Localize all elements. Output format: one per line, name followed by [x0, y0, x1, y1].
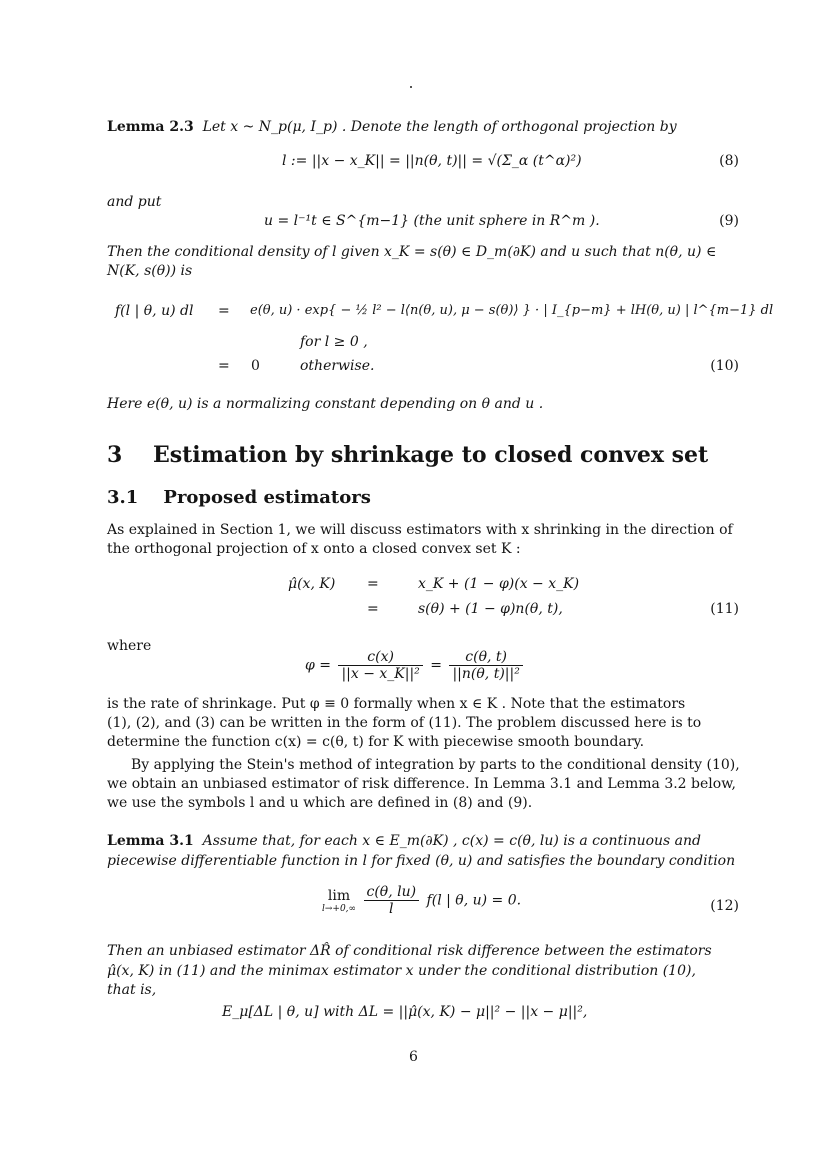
paragraph-1-line-1: As explained in Section 1, we will discuss estimators with x shrinking in the direction of	[107, 522, 733, 538]
paragraph-3-line-3: we use the symbols l and u which are defined in (8) and (9).	[107, 795, 533, 811]
lemma-3-1-line-1	[107, 832, 701, 850]
equation-10-equals-1: =	[218, 303, 230, 319]
lemma-2-3-statement	[107, 118, 677, 136]
lemma-3-1-then-line-2: μ̂(x, K) in (11) and the minimax estimator x under the conditional distribution (10),	[107, 963, 696, 979]
equation-8-number: (8)	[719, 153, 739, 169]
equation-11-number: (11)	[710, 601, 739, 617]
lemma-2-3-label: Lemma 2.3	[107, 119, 194, 135]
equation-10-lhs: f(l | θ, u) dl	[115, 303, 194, 319]
equation-12-numerator: c(θ, lu)	[364, 884, 420, 901]
conditional-density-line-2: N(K, s(θ)) is	[107, 263, 193, 279]
lemma-3-1-then-line-3: that is,	[107, 982, 157, 998]
page-number: 6	[409, 1049, 418, 1065]
phi-definition	[305, 649, 526, 682]
equation-12-lim-subscript: l→+0,∞	[322, 903, 357, 914]
subsection-3-1-title: Proposed estimators	[163, 487, 371, 508]
equation-8: l := ||x − x_K|| = ||n(θ, t)|| = √(Σ_α (t^α)²)	[282, 153, 582, 169]
section-3-title: Estimation by shrinkage to closed convex set	[152, 442, 709, 468]
paragraph-3-line-1: By applying the Stein's method of integration by parts to the conditional density (10),	[131, 757, 740, 773]
equation-10-rhs: e(θ, u) · exp{ − ½ l² − l⟨n(θ, u), μ − s(θ)⟩ } · | I_{p−m} + lH(θ, u) | l^{m−1} dl	[250, 303, 774, 318]
section-3-number: 3	[107, 442, 123, 468]
phi-fraction-1	[338, 649, 422, 682]
equation-11-equals-1: =	[367, 576, 379, 592]
equation-12-lim: lim	[327, 887, 351, 904]
equation-11-rhs-1: x_K + (1 − φ)(x − x_K)	[418, 576, 580, 592]
equation-9-number: (9)	[719, 213, 739, 229]
equation-10-zero: 0	[251, 358, 260, 374]
conditional-density-line-1: Then the conditional density of l given x_K = s(θ) ∈ D_m(∂K) and u such that n(θ, u) ∈	[107, 244, 717, 260]
phi-fraction-2-numerator: c(θ, t)	[449, 649, 522, 666]
subsection-3-1-number: 3.1	[107, 487, 139, 508]
lemma-3-1-then-line-1: Then an unbiased estimator ΔR̂ of conditional risk difference between the estimators	[107, 943, 712, 959]
phi-fraction-1-denominator: ||x − x_K||²	[341, 666, 420, 682]
lemma-3-1-text-1: Assume that, for each x ∈ E_m(∂K) , c(x) = c(θ, lu) is a continuous and	[202, 833, 702, 849]
normalizing-constant-note: Here e(θ, u) is a normalizing constant depending on θ and u .	[107, 396, 544, 412]
equation-11-equals-2: =	[367, 601, 379, 617]
phi-fraction-2	[449, 649, 522, 682]
equation-12-fraction	[364, 884, 420, 917]
equation-9: u = l⁻¹t ∈ S^{m−1} (the unit sphere in R^m ).	[264, 213, 600, 229]
equation-11-lhs: μ̂(x, K)	[288, 576, 336, 592]
lemma-3-1-label: Lemma 3.1	[107, 833, 194, 849]
equation-12-number: (12)	[710, 898, 739, 914]
equation-12-denominator: l	[389, 901, 394, 917]
equation-10-equals-2: =	[218, 358, 230, 374]
and-put-text: and put	[107, 194, 162, 210]
phi-fraction-1-numerator: c(x)	[338, 649, 422, 666]
paragraph-2-line-3: determine the function c(x) = c(θ, t) for K with piecewise smooth boundary.	[107, 734, 645, 750]
lemma-3-1-line-2: piecewise differentiable function in l for fixed (θ, u) and satisfies the boundary condition	[107, 853, 736, 869]
phi-lhs: φ =	[305, 657, 331, 674]
section-3-heading	[107, 442, 708, 468]
equation-12-limit	[322, 888, 356, 914]
equation-10-condition-2: otherwise.	[300, 358, 375, 374]
paragraph-2-line-2: (1), (2), and (3) can be written in the form of (11). The problem discussed here is to	[107, 715, 702, 731]
lemma-2-3-text: Let x ~ N_p(μ, I_p) . Denote the length of orthogonal projection by	[202, 119, 677, 135]
paragraph-1-line-2: the orthogonal projection of x onto a closed convex set K :	[107, 541, 521, 557]
equation-10-condition-1: for l ≥ 0 ,	[300, 334, 368, 350]
equation-11-rhs-2: s(θ) + (1 − φ)n(θ, t),	[418, 601, 563, 617]
subsection-3-1-heading	[107, 487, 371, 508]
equation-12-rest: f(l | θ, u) = 0.	[426, 892, 522, 909]
equation-12	[322, 884, 521, 917]
paragraph-2-line-1: is the rate of shrinkage. Put φ ≡ 0 formally when x ∈ K . Note that the estimators	[107, 696, 686, 712]
phi-fraction-2-denominator: ||n(θ, t)||²	[452, 666, 520, 682]
equation-10-number: (10)	[710, 358, 739, 374]
where-label: where	[107, 638, 152, 654]
conditional-risk-difference-equation: E_μ[ΔL | θ, u] with ΔL = ||μ̂(x, K) − μ||² − ||x − μ||²,	[222, 1004, 588, 1020]
paragraph-3-line-2: we obtain an unbiased estimator of risk difference. In Lemma 3.1 and Lemma 3.2 below,	[107, 776, 736, 792]
scan-speck	[410, 86, 412, 88]
phi-middle-equals: =	[430, 657, 442, 674]
